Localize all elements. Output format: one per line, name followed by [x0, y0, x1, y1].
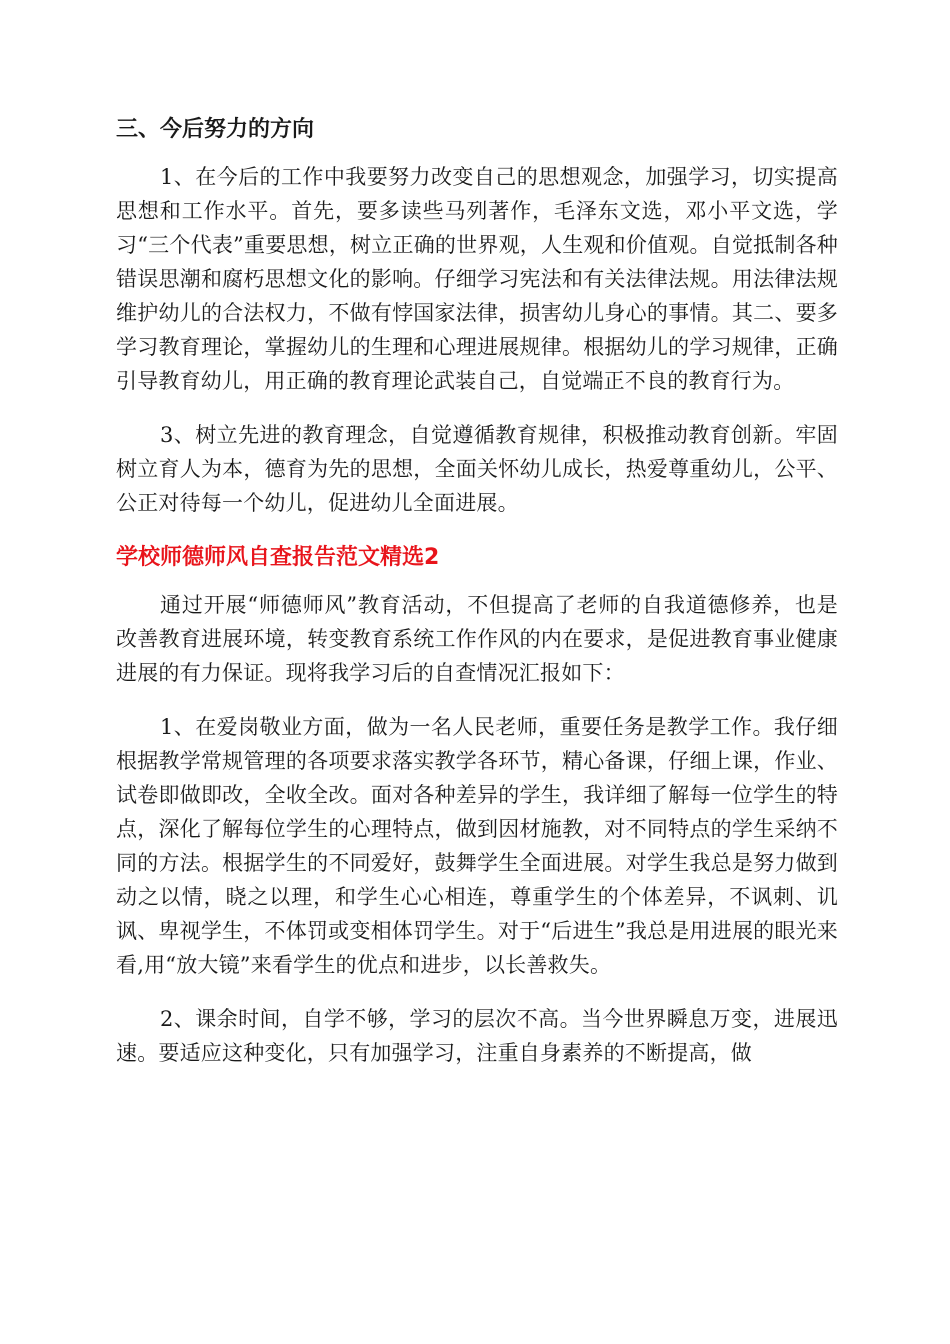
paragraph: 1、在爱岗敬业方面，做为一名人民老师，重要任务是教学工作。我仔细根据教学常规管理的各项要求落实教学各环节，精心备课，仔细上课，作业、试卷即做即改，全收全改。面对各种差异的学生，我详细了解每一位学生的特点，深化了解每位学生的心理特点，做到因材施教，对不同特点的学生采纳不同的方法。根据学生的不同爱好，鼓舞学生全面进展。对学生我总是努力做到动之以情，晓之以理，和学生心心相连，尊重学生的个体差异，不讽刺、讥讽、卑视学生，不体罚或变相体罚学生。对于“后进生”我总是用进展的眼光来看,用“放大镜”来看学生的优点和进步，以长善救失。	[116, 715, 838, 977]
document-page	[116, 112, 838, 1090]
section-heading: 三、今后努力的方向	[116, 117, 315, 142]
paragraph: 3、树立先进的教育理念，自觉遵循教育规律，积极推动教育创新。牢固树立育人为本，德育为先的思想，全面关怀幼儿成长，热爱尊重幼儿，公平、公正对待每一个幼儿，促进幼儿全面进展。	[116, 423, 838, 515]
paragraph: 通过开展“师德师风”教育活动，不但提高了老师的自我道德修养，也是改善教育进展环境，转变教育系统工作作风的内在要求，是促进教育事业健康进展的有力保证。现将我学习后的自查情况汇报如下：	[116, 593, 838, 685]
paragraph: 1、在今后的工作中我要努力改变自己的思想观念，加强学习，切实提高思想和工作水平。首先，要多读些马列著作，毛泽东文选，邓小平文选，学习“三个代表”重要思想，树立正确的世界观，人生观和价值观。自觉抵制各种错误思潮和腐朽思想文化的影响。仔细学习宪法和有关法律法规。用法律法规维护幼儿的合法权力，不做有悖国家法律，损害幼儿身心的事情。其二、要多学习教育理论，掌握幼儿的生理和心理进展规律。根据幼儿的学习规律，正确引导教育幼儿，用正确的教育理论武装自己，自觉端正不良的教育行为。	[116, 165, 838, 393]
article-title: 学校师德师风自查报告范文精选2	[116, 545, 440, 570]
paragraph: 2、课余时间，自学不够，学习的层次不高。当今世界瞬息万变，进展迅速。要适应这种变化，只有加强学习，注重自身素养的不断提高，做	[116, 1007, 838, 1065]
